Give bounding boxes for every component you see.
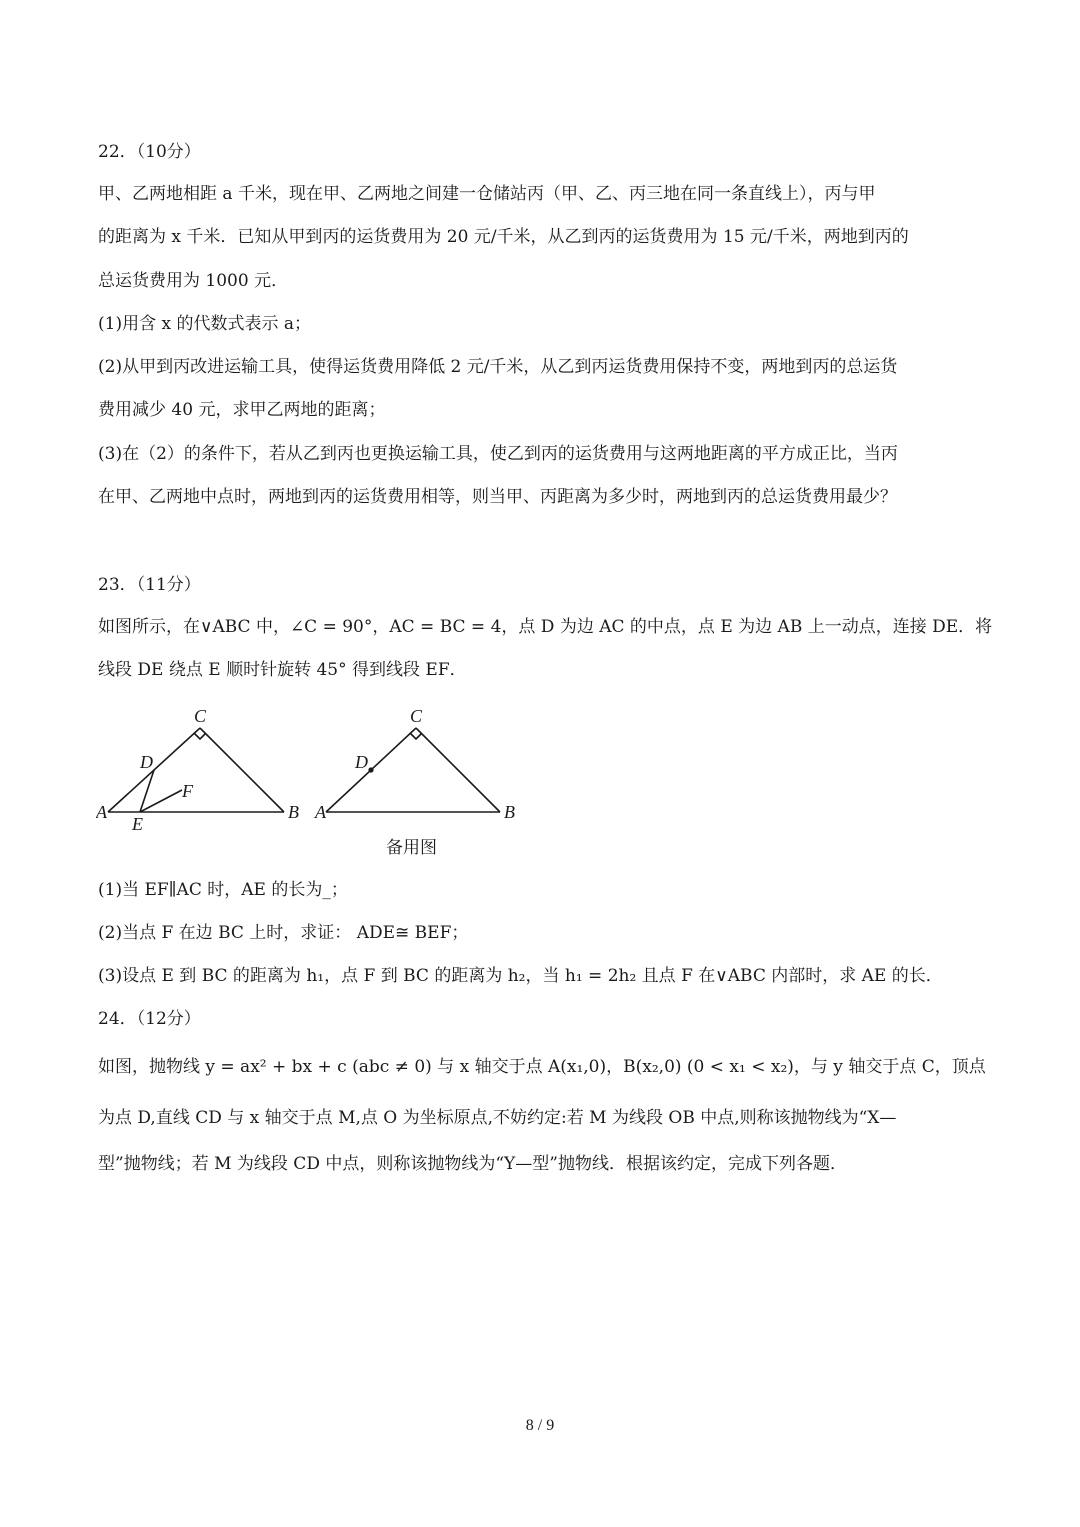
q24-header: 24．（12分） <box>98 1009 201 1029</box>
spare-label-D: D <box>355 752 368 772</box>
segment-CB <box>200 728 284 812</box>
q22-line-1: 甲、乙两地相距 a 千米，现在甲、乙两地之间建一仓储站丙（甲、乙、丙三地在同一条直线上），丙与甲 <box>98 184 876 204</box>
spare-label-B: B <box>504 802 515 822</box>
figure-caption: 备用图 <box>386 838 437 858</box>
q24-line-1: 如图，抛物线 y = ax² + bx + c (abc ≠ 0) 与 x 轴交于点 A(x₁,0)，B(x₂,0) (0 < x₁ < x₂)，与 y 轴交于点 C，顶点 <box>98 1057 986 1077</box>
q24-line-2: 为点 D,直线 CD 与 x 轴交于点 M,点 O 为坐标原点,不妨约定:若 M 为线段 OB 中点,则称该抛物线为“X— <box>98 1108 897 1128</box>
q22-part-3-line-1: (3)在（2）的条件下，若从乙到丙也更换运输工具，使乙到丙的运货费用与这两地距离的平方成正比，当丙 <box>98 444 898 464</box>
q22-part-1: (1)用含 x 的代数式表示 a； <box>98 314 312 334</box>
q22-part-2-line-1: (2)从甲到丙改进运输工具，使得运货费用降低 2 元/千米，从乙到丙运货费用保持不变，两地到丙的总运货 <box>98 357 898 377</box>
spare-segment-CB <box>416 728 500 812</box>
q23-part-2: (2)当点 F 在边 BC 上时，求证： ADE≅ BEF； <box>98 923 469 943</box>
q23-part-1: (1)当 EF∥AC 时，AE 的长为_； <box>98 880 348 900</box>
triangle-main <box>108 728 284 812</box>
label-F: F <box>182 781 193 801</box>
q23-line-2: 线段 DE 绕点 E 顺时针旋转 45° 得到线段 EF． <box>98 660 467 680</box>
q23-header: 23．（11分） <box>98 575 201 595</box>
q22-part-3-line-2: 在甲、乙两地中点时，两地到丙的运货费用相等，则当甲、丙距离为多少时，两地到丙的总运货费用最少？ <box>98 487 897 507</box>
q24-line-3: 型”抛物线；若 M 为线段 CD 中点，则称该抛物线为“Y—型”抛物线．根据该约定，完成下列各题． <box>98 1154 847 1174</box>
spare-label-C: C <box>410 706 423 726</box>
label-E: E <box>132 814 143 830</box>
label-D: D <box>140 752 153 772</box>
spare-right-angle-mark <box>410 733 422 739</box>
triangle-spare <box>326 728 500 812</box>
q23-part-3: (3)设点 E 到 BC 的距离为 h₁，点 F 到 BC 的距离为 h₂，当 h₁ = 2h₂ 且点 F 在∨ABC 内部时，求 AE 的长． <box>98 966 943 986</box>
right-angle-mark <box>194 733 206 739</box>
q23-figure <box>96 700 536 830</box>
q22-part-2-line-2: 费用减少 40 元，求甲乙两地的距离； <box>98 400 386 420</box>
q23-line-1: 如图所示，在∨ABC 中，∠C = 90°，AC = BC = 4，点 D 为边 AC 的中点，点 E 为边 AB 上一动点，连接 DE．将 <box>98 617 993 637</box>
page-number: 8 / 9 <box>525 1417 555 1434</box>
spare-point-D <box>368 767 373 772</box>
spare-label-A: A <box>315 802 326 822</box>
label-B: B <box>288 802 299 822</box>
label-C: C <box>194 706 207 726</box>
q22-line-2: 的距离为 x 千米．已知从甲到丙的运货费用为 20 元/千米，从乙到丙的运货费用为 15 元/千米，两地到丙的 <box>98 227 909 247</box>
q22-line-3: 总运货费用为 1000 元． <box>98 271 289 291</box>
q22-header: 22．（10分） <box>98 142 201 162</box>
label-A: A <box>96 802 107 822</box>
